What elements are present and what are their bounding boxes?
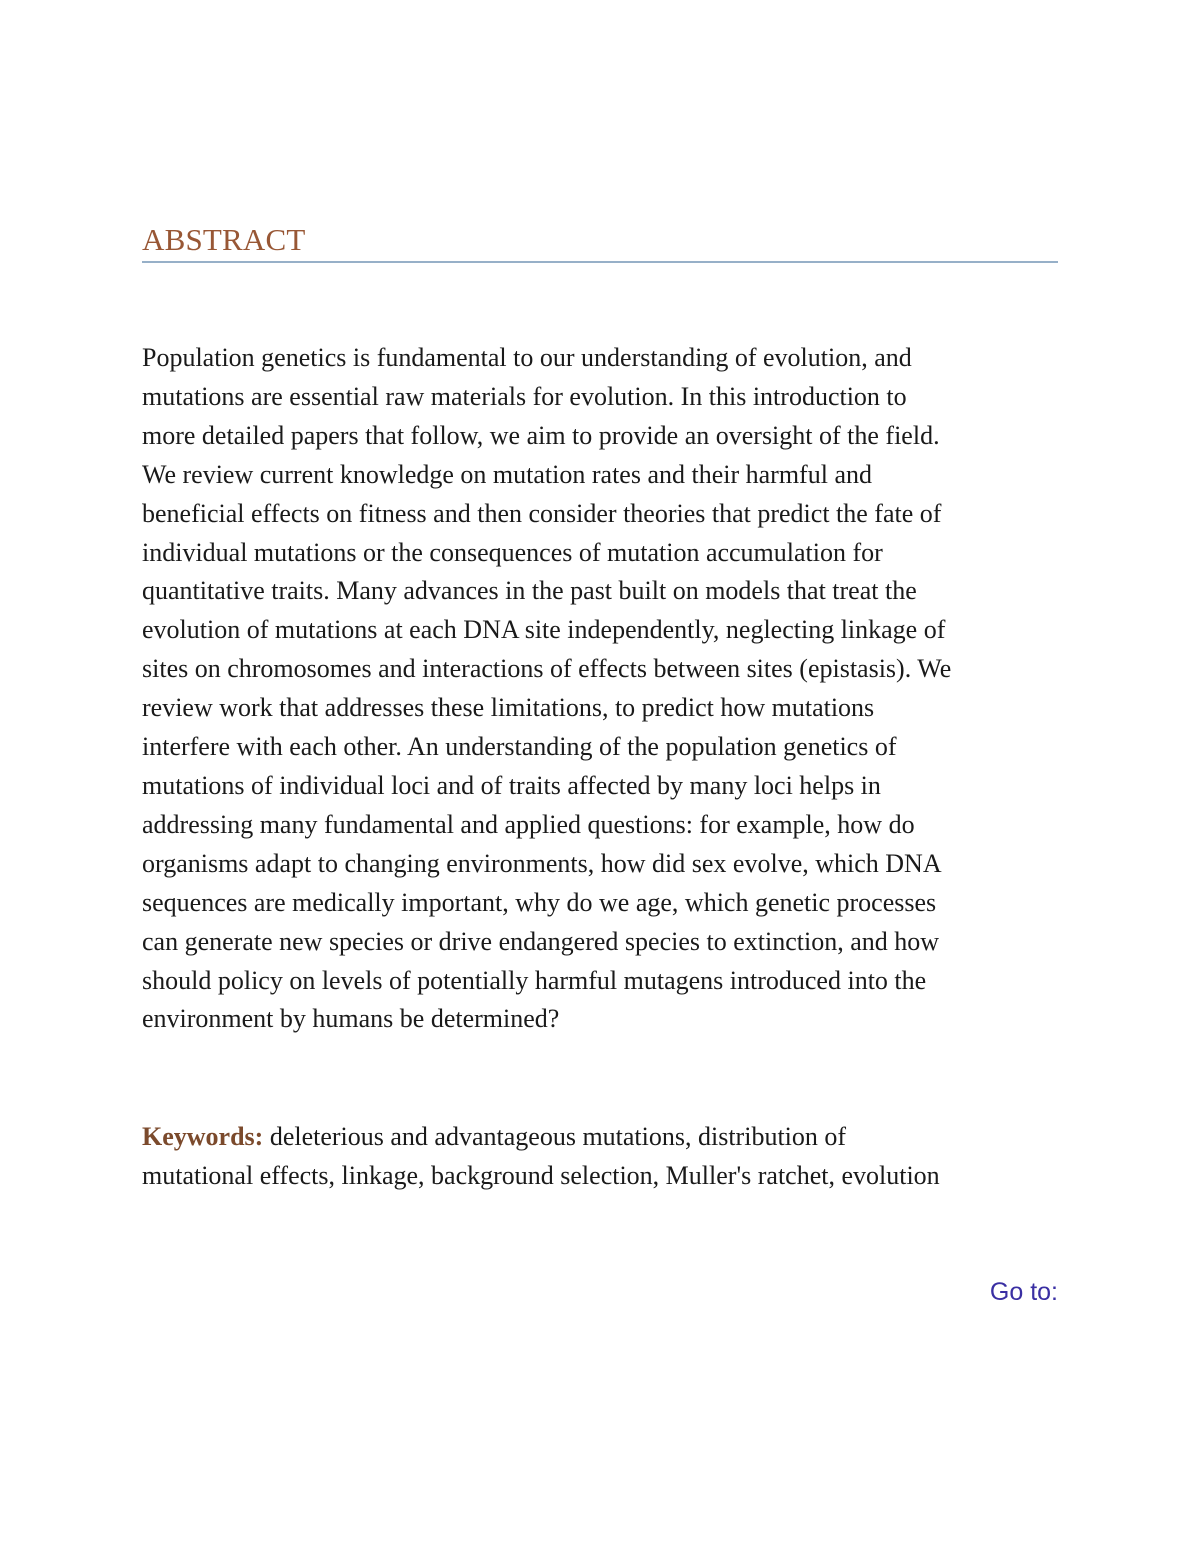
abstract-line: beneficial effects on fitness and then consider theories that predict the fate of xyxy=(142,498,942,528)
keywords-text: deleterious and advantageous mutations, distribution of xyxy=(263,1122,847,1151)
keywords-section xyxy=(142,1117,1072,1195)
abstract-line: Population genetics is fundamental to our understanding of evolution, and xyxy=(142,343,912,372)
abstract-line: should policy on levels of potentially harmful mutagens introduced into the xyxy=(142,965,927,995)
abstract-line: quantitative traits. Many advances in the past built on models that treat the xyxy=(142,576,917,606)
heading-divider xyxy=(142,261,1058,263)
abstract-line: individual mutations or the consequences of mutation accumulation for xyxy=(142,537,883,567)
abstract-line: sequences are medically important, why do we age, which genetic processes xyxy=(142,887,937,917)
abstract-text xyxy=(142,339,1072,1039)
abstract-line: review work that addresses these limitations, to predict how mutations xyxy=(142,693,875,723)
keywords-label: Keywords: xyxy=(142,1122,264,1151)
abstract-line: mutations are essential raw materials for evolution. In this introduction to xyxy=(142,381,907,411)
abstract-line: sites on chromosomes and interactions of effects between sites (epistasis). We xyxy=(142,654,952,684)
abstract-line: organisms adapt to changing environments, how did sex evolve, which DNA xyxy=(142,848,942,878)
goto-link[interactable]: Go to: xyxy=(989,1278,1058,1306)
abstract-line: We review current knowledge on mutation rates and their harmful and xyxy=(142,459,872,489)
abstract-line: interfere with each other. An understanding of the population genetics of xyxy=(142,732,897,762)
keywords-line-2: mutational effects, linkage, background selection, Muller's ratchet, evolution xyxy=(142,1161,940,1190)
abstract-line: environment by humans be determined? xyxy=(142,1004,560,1034)
abstract-line: addressing many fundamental and applied questions: for example, how do xyxy=(142,809,915,839)
abstract-line: mutations of individual loci and of traits affected by many loci helps in xyxy=(142,770,881,800)
abstract-line: evolution of mutations at each DNA site independently, neglecting linkage of xyxy=(142,615,946,645)
abstract-heading: ABSTRACT xyxy=(142,222,306,257)
abstract-line: more detailed papers that follow, we aim to provide an oversight of the field. xyxy=(142,420,940,450)
keywords-line-1 xyxy=(142,1117,1072,1156)
abstract-line: can generate new species or drive endangered species to extinction, and how xyxy=(142,926,940,956)
